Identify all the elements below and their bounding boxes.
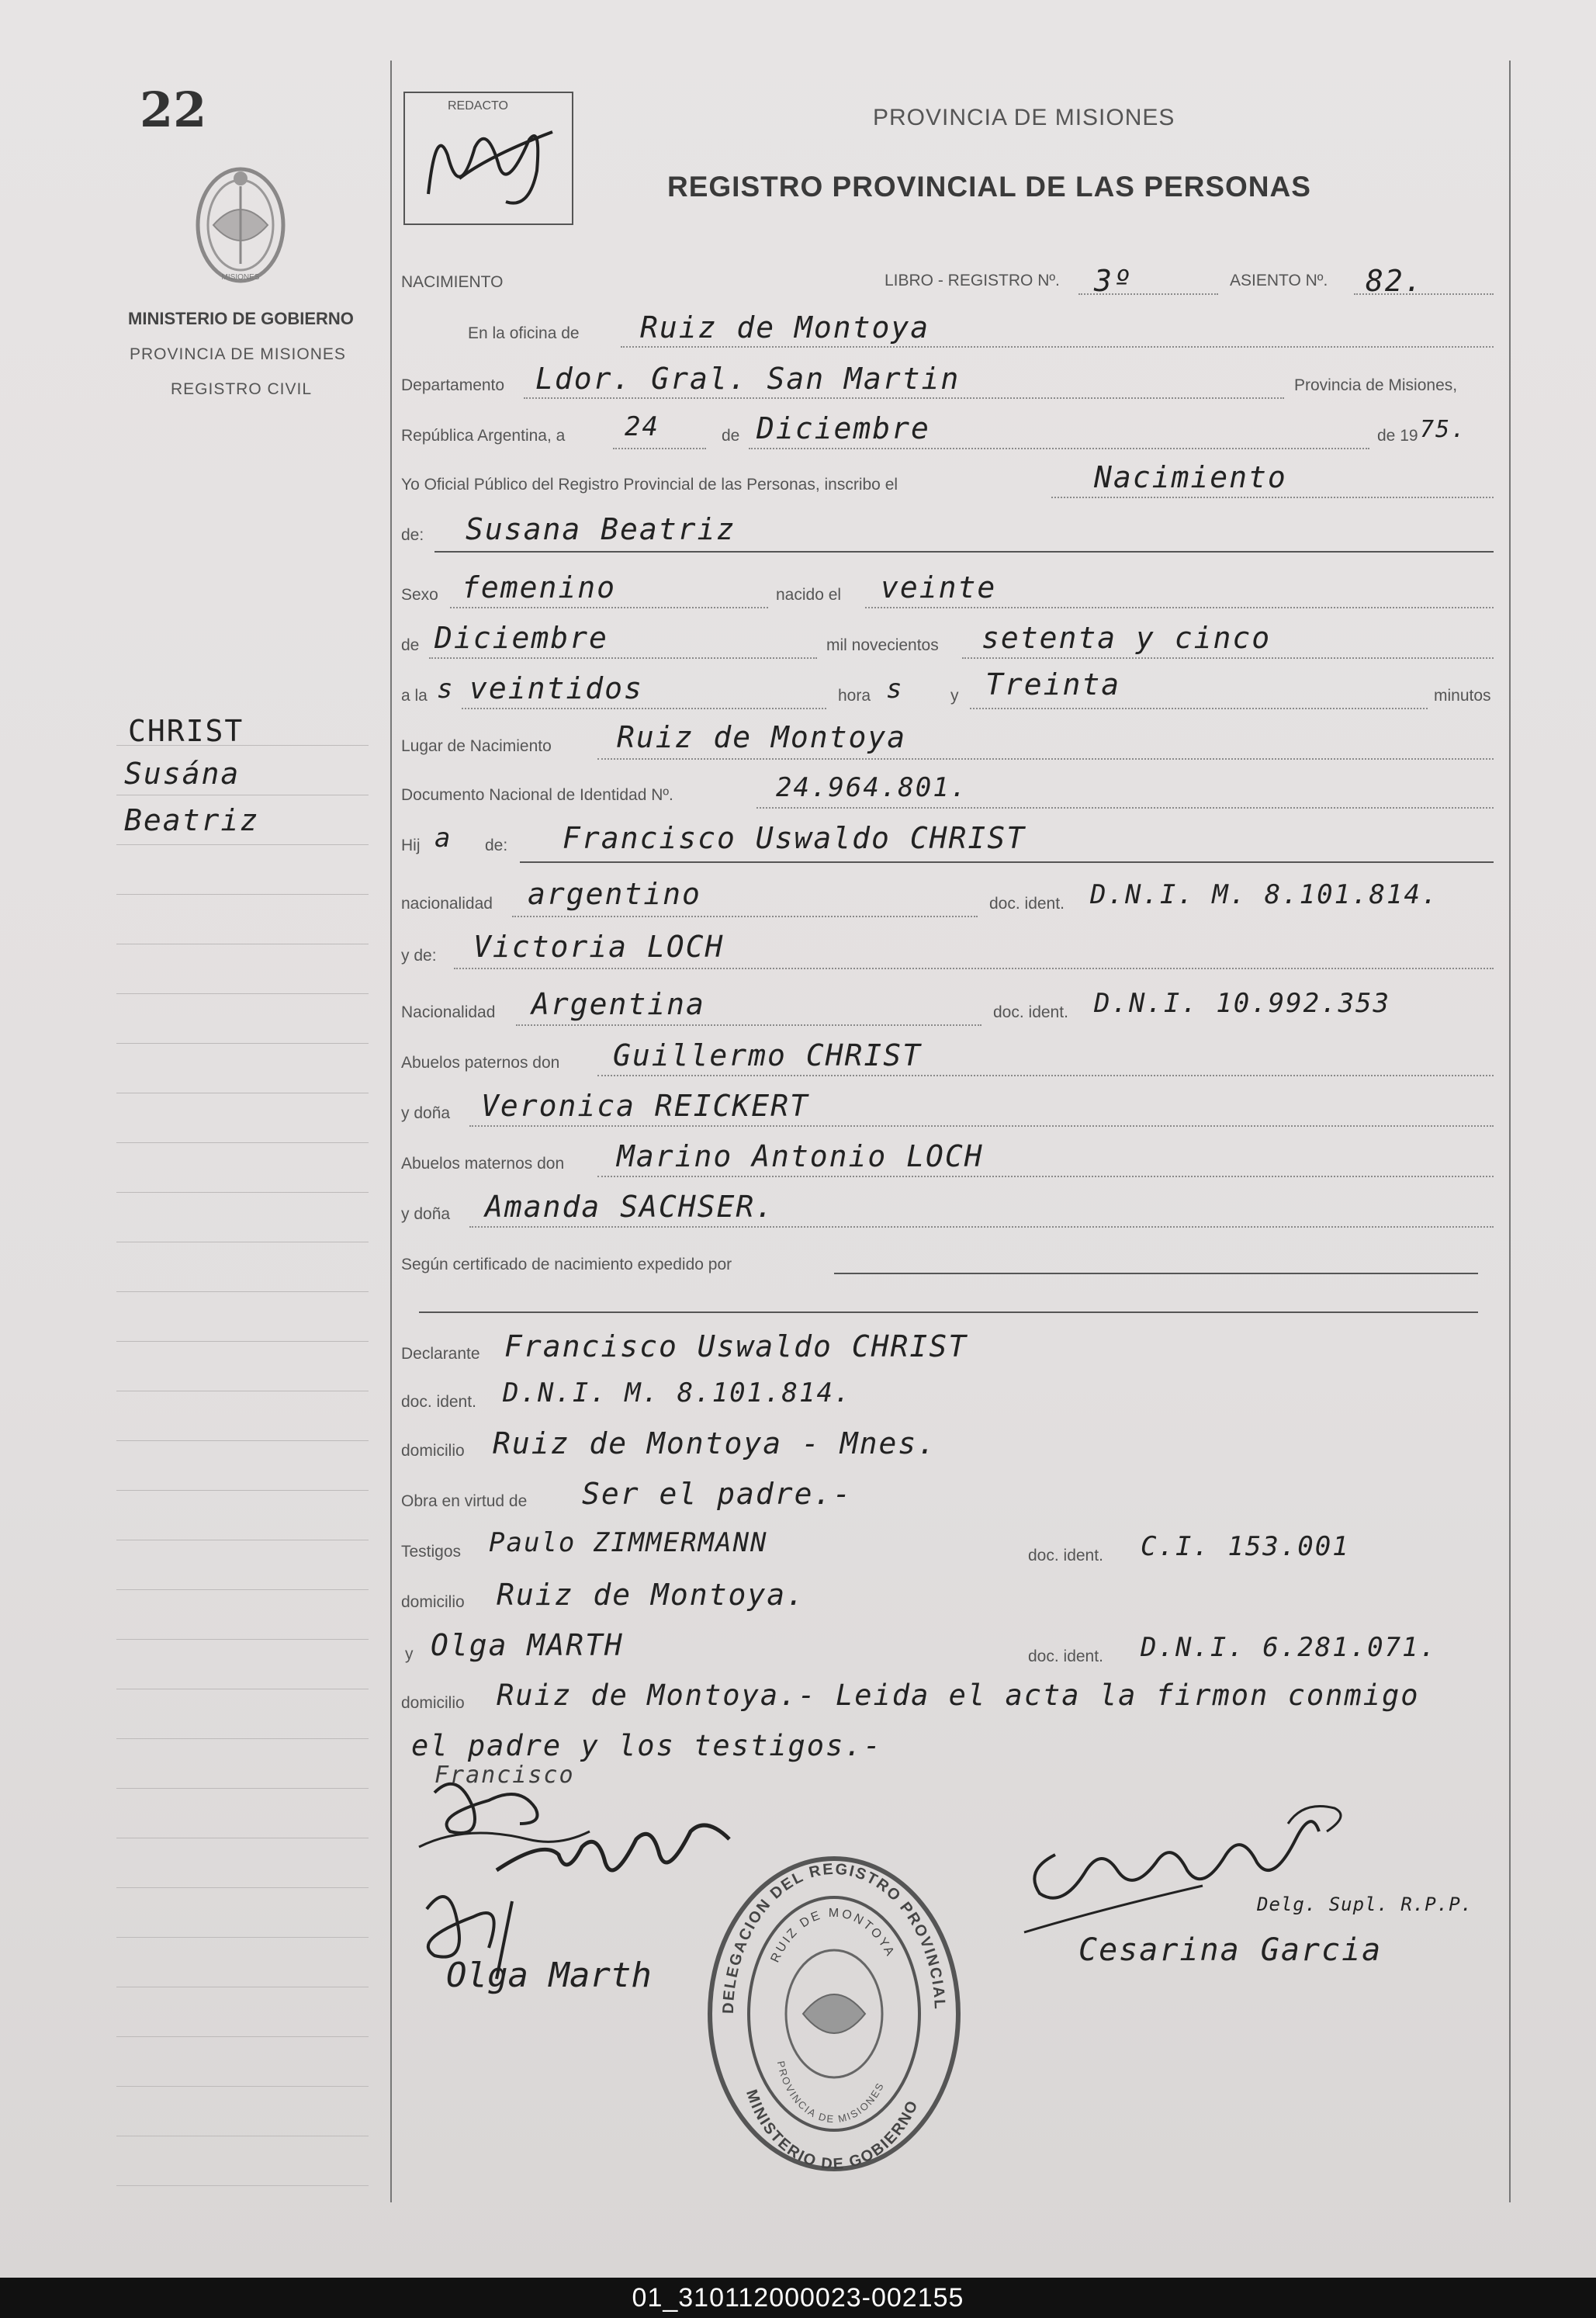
inscribo-value: Nacimiento <box>1094 460 1287 494</box>
footer-filename: 01_310112000023-002155 <box>0 2278 1596 2318</box>
asiento-label: ASIENTO Nº. <box>1230 272 1328 289</box>
minutos-value: Treinta <box>985 667 1121 702</box>
horas-value: veintidos <box>469 671 643 705</box>
obra-value: Ser el padre.- <box>582 1477 853 1511</box>
abuela-paterna-value: Veronica REICKERT <box>481 1089 809 1123</box>
lugar-value: Ruiz de Montoya <box>617 720 907 754</box>
official-stamp <box>702 1851 966 2177</box>
testigos-label: Testigos <box>401 1543 462 1561</box>
margin-ruled-line <box>116 1937 369 1938</box>
padre-doc-value: D.N.I. M. 8.101.814. <box>1090 879 1439 910</box>
official-name: Cesarina Garcia <box>1078 1932 1383 1968</box>
left-province-label: PROVINCIA DE MISIONES <box>130 345 346 363</box>
registry-civil-label: REGISTRO CIVIL <box>171 380 313 398</box>
nombre-value: Susana Beatriz <box>466 512 736 546</box>
madre-doc-value: D.N.I. 10.992.353 <box>1094 988 1390 1019</box>
margin-note-surname: CHRIST <box>128 714 244 748</box>
abuelo-paterno-value: Guillermo CHRIST <box>613 1038 923 1072</box>
alas-suffix: s <box>437 674 455 705</box>
nacimiento-label: NACIMIENTO <box>401 273 504 291</box>
doc-ident-label-5: doc. ident. <box>1028 1648 1103 1665</box>
anio-value: 75. <box>1420 416 1467 443</box>
libro-label: LIBRO - REGISTRO Nº. <box>885 272 1060 289</box>
svg-text:DELEGACION DEL REGISTRO PROVIN <box>702 1851 948 2016</box>
signature-father-text: Francisco <box>434 1762 575 1789</box>
asiento-value: 82. <box>1366 264 1424 298</box>
testigo2-label: y <box>405 1645 414 1663</box>
sexo-value: femenino <box>462 570 617 605</box>
testigo1-domicilio-value: Ruiz de Montoya. <box>497 1578 806 1612</box>
segun-label: Según certificado de nacimiento expedido por <box>401 1256 732 1273</box>
mes-value: Diciembre <box>756 411 930 445</box>
emblem-text: MISIONES <box>221 273 260 282</box>
testigo1-value: Paulo ZIMMERMANN <box>489 1527 768 1558</box>
testigo1-doc-value: C.I. 153.001 <box>1141 1531 1350 1562</box>
margin-ruled-line <box>116 1341 369 1342</box>
stamp-bottom-text: MINISTERIO DE GOBIERNO <box>743 2087 923 2174</box>
yde-label: y de: <box>401 947 437 965</box>
ministry-label: MINISTERIO DE GOBIERNO <box>128 309 354 328</box>
oficina-label: En la oficina de <box>468 324 580 342</box>
anio-label: de 19 <box>1377 427 1418 445</box>
redacto-label: REDACTO <box>448 99 508 113</box>
coat-of-arms-emblem <box>186 163 295 287</box>
margin-note-second: Beatriz <box>124 803 260 837</box>
declarante-doc-value: D.N.I. M. 8.101.814. <box>503 1377 852 1408</box>
doc-ident-label-3: doc. ident. <box>401 1393 476 1411</box>
hija-de-label: de: <box>485 837 508 854</box>
margin-ruled-line <box>116 1639 369 1640</box>
margin-ruled-line <box>116 844 369 845</box>
margin-ruled-line <box>116 1142 369 1143</box>
margin-ruled-line <box>116 1887 369 1888</box>
margin-ruled-line <box>116 2185 369 2186</box>
inscribo-label: Yo Oficial Público del Registro Provincial de las Personas, inscribo el <box>401 476 898 494</box>
abuelo-materno-value: Marino Antonio LOCH <box>617 1139 984 1173</box>
margin-ruled-line <box>116 1291 369 1292</box>
libro-value: 3º <box>1094 264 1133 298</box>
republica-label: República Argentina, a <box>401 427 566 445</box>
mil-label: mil novecientos <box>826 636 939 654</box>
dia-value: 24 <box>625 411 660 442</box>
right-margin-border <box>1509 61 1511 2202</box>
lugar-label: Lugar de Nacimiento <box>401 737 552 755</box>
domicilio-label-1: domicilio <box>401 1442 465 1460</box>
redacto-initials-signature <box>413 109 568 217</box>
margin-ruled-line <box>116 1192 369 1193</box>
departamento-label: Departamento <box>401 376 505 394</box>
margin-ruled-line <box>116 1440 369 1441</box>
nacionalidad-label: nacionalidad <box>401 895 493 913</box>
dni-label: Documento Nacional de Identidad Nº. <box>401 786 673 804</box>
declarante-label: Declarante <box>401 1345 480 1363</box>
domicilio-label-2: domicilio <box>401 1593 465 1611</box>
nombre-label: de: <box>401 526 424 544</box>
signature-official <box>1009 1785 1366 1940</box>
domicilio-label-3: domicilio <box>401 1694 465 1712</box>
doc-ident-label-4: doc. ident. <box>1028 1547 1103 1564</box>
mes2-value: Diciembre <box>434 621 608 655</box>
de2-label: de <box>401 636 420 654</box>
alas-label: a la <box>401 687 428 705</box>
page-number: 22 <box>140 81 207 138</box>
margin-ruled-line <box>116 1589 369 1590</box>
nacionalidad-value: argentino <box>528 877 701 911</box>
dona-label-2: y doña <box>401 1205 451 1223</box>
horas-suffix: s <box>886 674 904 705</box>
dona-label-1: y doña <box>401 1104 451 1122</box>
mil-value: setenta y cinco <box>981 621 1272 655</box>
declarante-domicilio-value: Ruiz de Montoya - Mnes. <box>493 1426 937 1460</box>
left-margin-border <box>390 61 392 2202</box>
hija-suffix: a <box>434 823 452 854</box>
hija-label: Hij <box>401 837 421 854</box>
redacto-box <box>403 92 573 225</box>
final-domicilio-value: Ruiz de Montoya.- Leida el acta la firmon conmigo <box>497 1679 1420 1712</box>
de-label: de <box>722 427 740 445</box>
official-title: Delg. Supl. R.P.P. <box>1257 1894 1473 1915</box>
margin-note-first: Susána <box>124 757 241 791</box>
margin-ruled-line <box>116 993 369 994</box>
testigo2-value: Olga MARTH <box>431 1628 624 1662</box>
obra-label: Obra en virtud de <box>401 1492 528 1510</box>
sexo-label: Sexo <box>401 586 438 604</box>
nacido-value: veinte <box>881 570 997 605</box>
nacionalidad2-label: Nacionalidad <box>401 1003 496 1021</box>
padre-value: Francisco Uswaldo CHRIST <box>563 821 1026 855</box>
testigo2-doc-value: D.N.I. 6.281.071. <box>1141 1632 1437 1663</box>
final-line2-value: el padre y los testigos.- <box>411 1729 882 1762</box>
doc-ident-label-1: doc. ident. <box>989 895 1065 913</box>
y-label: y <box>950 687 959 705</box>
margin-ruled-line <box>116 894 369 895</box>
departamento-value: Ldor. Gral. San Martin <box>535 362 961 396</box>
signature-witness-olga: Olga Marth <box>446 1956 652 1995</box>
oficina-value: Ruiz de Montoya <box>640 310 930 345</box>
nacido-label: nacido el <box>776 586 842 604</box>
doc-ident-label-2: doc. ident. <box>993 1003 1068 1021</box>
margin-ruled-line <box>116 1738 369 1739</box>
abuelos-maternos-label: Abuelos maternos don <box>401 1155 565 1173</box>
margin-ruled-line <box>116 1043 369 1044</box>
stamp-inner-text: RUIZ DE MONTOYA <box>768 1906 898 1965</box>
abuela-materna-value: Amanda SACHSER. <box>485 1190 775 1224</box>
declarante-value: Francisco Uswaldo CHRIST <box>504 1329 968 1363</box>
minutos-label: minutos <box>1434 687 1491 705</box>
margin-ruled-line <box>116 2086 369 2087</box>
margin-ruled-line <box>116 1788 369 1789</box>
nacionalidad2-value: Argentina <box>531 987 705 1021</box>
provincia-misiones-label: Provincia de Misiones, <box>1294 376 1458 394</box>
stamp-outer-text: DELEGACION DEL REGISTRO PROVINCIAL <box>719 1860 949 2015</box>
margin-ruled-line <box>116 2036 369 2037</box>
dni-value: 24.964.801. <box>776 772 968 803</box>
abuelos-paternos-label: Abuelos paternos don <box>401 1054 560 1072</box>
header-province: PROVINCIA DE MISIONES <box>873 105 1175 130</box>
margin-ruled-line <box>116 1490 369 1491</box>
madre-value: Victoria LOCH <box>473 930 725 964</box>
horas-label: hora <box>838 687 871 705</box>
header-title: REGISTRO PROVINCIAL DE LAS PERSONAS <box>667 171 1311 203</box>
stamp-inner-bottom-text: PROVINCIA DE MISIONES <box>774 2060 887 2126</box>
